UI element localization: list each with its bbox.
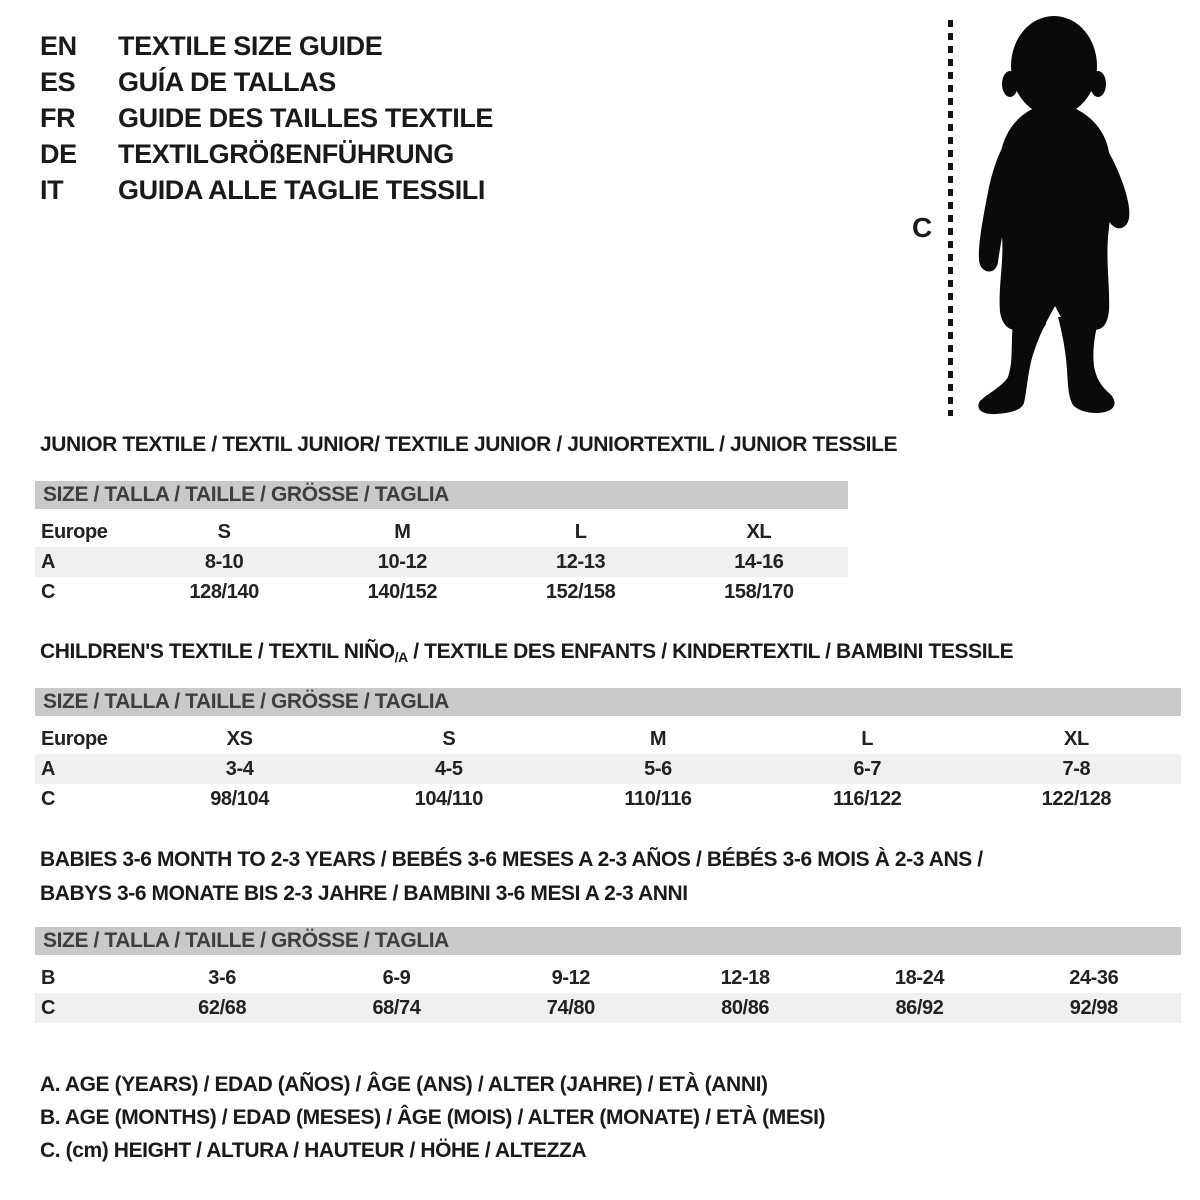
size-value-cell: 6-7 (853, 758, 882, 780)
size-value-cell: 74/80 (546, 997, 595, 1019)
row-label: C (41, 997, 56, 1019)
size-value-cell: 3-4 (225, 758, 254, 780)
size-value-cell: 18-24 (894, 967, 945, 989)
guide-title: GUIDE DES TAILLES TEXTILE (118, 103, 494, 133)
size-header-bar: SIZE / TALLA / TAILLE / GRÖSSE / TAGLIA (35, 927, 1181, 955)
section-title-babies-line2: BABYS 3-6 MONATE BIS 2-3 JAHRE / BAMBINI 3-6 MESI A 2-3 ANNI (40, 882, 688, 905)
toddler-silhouette-icon (962, 12, 1147, 417)
size-value-cell: XL (746, 521, 772, 543)
language-title-line (40, 136, 493, 172)
language-title-list (40, 28, 493, 208)
size-value-cell: 14-16 (734, 551, 784, 573)
size-value-cell: 80/86 (721, 997, 770, 1019)
size-value-cell: 86/92 (895, 997, 944, 1019)
guide-title: GUIDA ALLE TAGLIE TESSILI (118, 175, 485, 205)
size-value-cell: 158/170 (724, 581, 794, 603)
guide-title: TEXTILE SIZE GUIDE (118, 31, 383, 61)
size-header-bar: SIZE / TALLA / TAILLE / GRÖSSE / TAGLIA (35, 688, 1181, 716)
size-value-cell: 4-5 (434, 758, 463, 780)
row-label: B (41, 967, 56, 989)
table-row (35, 577, 848, 607)
size-value-cell: 10-12 (377, 551, 427, 573)
measurement-legend (40, 1068, 825, 1167)
table-row (35, 784, 1181, 814)
row-label: Europe (41, 521, 108, 543)
row-label: C (41, 581, 56, 603)
babies-size-table (35, 927, 1181, 1023)
section-title-children-post: / TEXTILE DES ENFANTS / KINDERTEXTIL / BAMBINI TESSILE (407, 640, 1014, 663)
children-size-table (35, 688, 1181, 814)
height-measure-dashed-line (948, 20, 953, 416)
language-code: FR (40, 103, 76, 133)
size-value-cell: 12-18 (720, 967, 770, 989)
size-value-cell: 140/152 (367, 581, 438, 603)
table-row (35, 724, 1181, 754)
language-code: DE (40, 139, 77, 169)
size-value-cell: 5-6 (644, 758, 672, 780)
language-code: ES (40, 67, 76, 97)
section-title-children (40, 635, 1013, 674)
table-row (35, 547, 848, 577)
size-value-cell: 104/110 (414, 788, 483, 810)
size-value-cell: 128/140 (189, 581, 259, 603)
language-title-line (40, 172, 493, 208)
size-value-cell: 24-36 (1069, 967, 1119, 989)
language-code: EN (40, 31, 77, 61)
section-title-junior: JUNIOR TEXTILE / TEXTIL JUNIOR/ TEXTILE JUNIOR / JUNIORTEXTIL / JUNIOR TESSILE (40, 433, 898, 456)
legend-line: B. AGE (MONTHS) / EDAD (MESES) / ÂGE (MOIS) / ALTER (MONATE) / ETÀ (MESI) (40, 1106, 826, 1129)
size-value-cell: 116/122 (833, 788, 902, 810)
row-label: Europe (41, 728, 108, 750)
height-measure-label: C (912, 212, 932, 243)
size-value-cell: 8-10 (204, 551, 244, 573)
size-value-cell: 152/158 (545, 581, 616, 603)
guide-title: GUÍA DE TALLAS (118, 67, 336, 97)
size-value-cell: L (861, 728, 874, 750)
size-value-cell: 12-13 (556, 551, 606, 573)
legend-line: C. (cm) HEIGHT / ALTURA / HAUTEUR / HÖHE / ALTEZZA (40, 1139, 587, 1162)
size-header-bar: SIZE / TALLA / TAILLE / GRÖSSE / TAGLIA (35, 481, 848, 509)
row-label: A (41, 551, 56, 573)
table-row (35, 993, 1181, 1023)
size-value-cell: S (217, 521, 231, 543)
language-title-line (40, 100, 493, 136)
size-value-cell: 98/104 (210, 788, 269, 810)
size-value-cell: 62/68 (198, 997, 247, 1019)
size-value-cell: 7-8 (1062, 758, 1091, 780)
size-value-cell: 9-12 (551, 967, 591, 989)
size-value-cell: S (442, 728, 456, 750)
size-value-cell: M (649, 728, 667, 750)
size-value-cell: 68/74 (372, 997, 421, 1019)
size-value-cell: XS (226, 728, 253, 750)
size-value-cell: 110/116 (624, 788, 692, 810)
language-code: IT (40, 175, 64, 205)
size-value-cell: 6-9 (382, 967, 411, 989)
size-value-cell: XL (1064, 728, 1089, 750)
section-title-babies (40, 843, 983, 911)
guide-title: TEXTILGRÖßENFÜHRUNG (118, 139, 454, 169)
row-label: A (41, 758, 56, 780)
table-row (35, 963, 1181, 993)
language-title-line (40, 64, 493, 100)
legend-line: A. AGE (YEARS) / EDAD (AÑOS) / ÂGE (ANS) / ALTER (JAHRE) / ETÀ (ANNI) (40, 1073, 768, 1096)
size-value-cell: 3-6 (208, 967, 237, 989)
size-value-cell: 92/98 (1069, 997, 1118, 1019)
table-row (35, 517, 848, 547)
table-row (35, 754, 1181, 784)
section-title-children-sub: /A (394, 649, 408, 665)
section-title-babies-line1: BABIES 3-6 MONTH TO 2-3 YEARS / BEBÉS 3-6 MESES A 2-3 AÑOS / BÉBÉS 3-6 MOIS À 2-3 ANS / (40, 848, 983, 871)
section-title-children-pre: CHILDREN'S TEXTILE / TEXTIL NIÑO (40, 640, 395, 663)
size-value-cell: 122/128 (1041, 788, 1112, 810)
language-title-line (40, 28, 493, 64)
row-label: C (41, 788, 56, 810)
junior-size-table (35, 481, 848, 607)
size-value-cell: M (394, 521, 411, 543)
size-value-cell: L (574, 521, 587, 543)
